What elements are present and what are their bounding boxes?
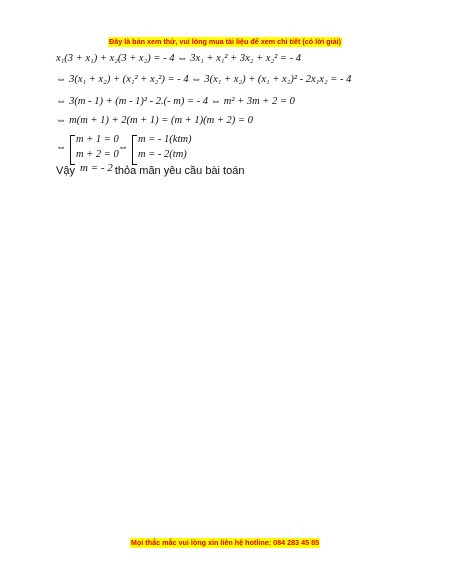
left-case-bracket [70,135,75,165]
conclusion-suffix: thỏa mãn yêu cầu bài toán [114,165,245,177]
equation-line-3: ⇔ 3(m - 1) + (m - 1)² - 2.(- m) = - 4 ⇔ m² + 3m + 2 = 0 [56,96,295,107]
case-system [56,134,256,164]
equation-line-1: x₁(3 + x₁) + x₂(3 + x₂) = - 4 ⇔ 3x₁ + x₁² + 3x₂ + x₂² = - 4 [56,53,301,64]
case-right-1: m = - 1(ktm) [138,134,192,145]
equivalence-arrow: ⇔ [56,142,67,153]
case-left-2: m + 2 = 0 [76,149,119,160]
equation-line-2: ⇔ 3(x₁ + x₂) + (x₁² + x₂²) = - 4 ⇔ 3(x₁ + x₂) + (x₁ + x₂)² - 2x₁x₂ = - 4 [56,74,352,85]
right-case-bracket [132,135,137,165]
preview-notice-banner: Đây là bản xem thử, vui lòng mua tài liệu để xem chi tiết (có lời giải) [109,37,341,46]
case-right-2: m = - 2(tm) [138,149,187,160]
hotline-banner: Mọi thắc mắc vui lòng xin liên hệ hotline: 084 283 45 85 [130,538,320,547]
case-left-1: m + 1 = 0 [76,134,119,145]
equivalence-arrow: ⇔ [118,142,129,153]
conclusion-prefix: Vậy [56,165,75,177]
conclusion-value: m = - 2 [80,162,113,174]
equation-line-4: ⇔ m(m + 1) + 2(m + 1) = (m + 1)(m + 2) = 0 [56,115,253,126]
conclusion [56,162,245,177]
